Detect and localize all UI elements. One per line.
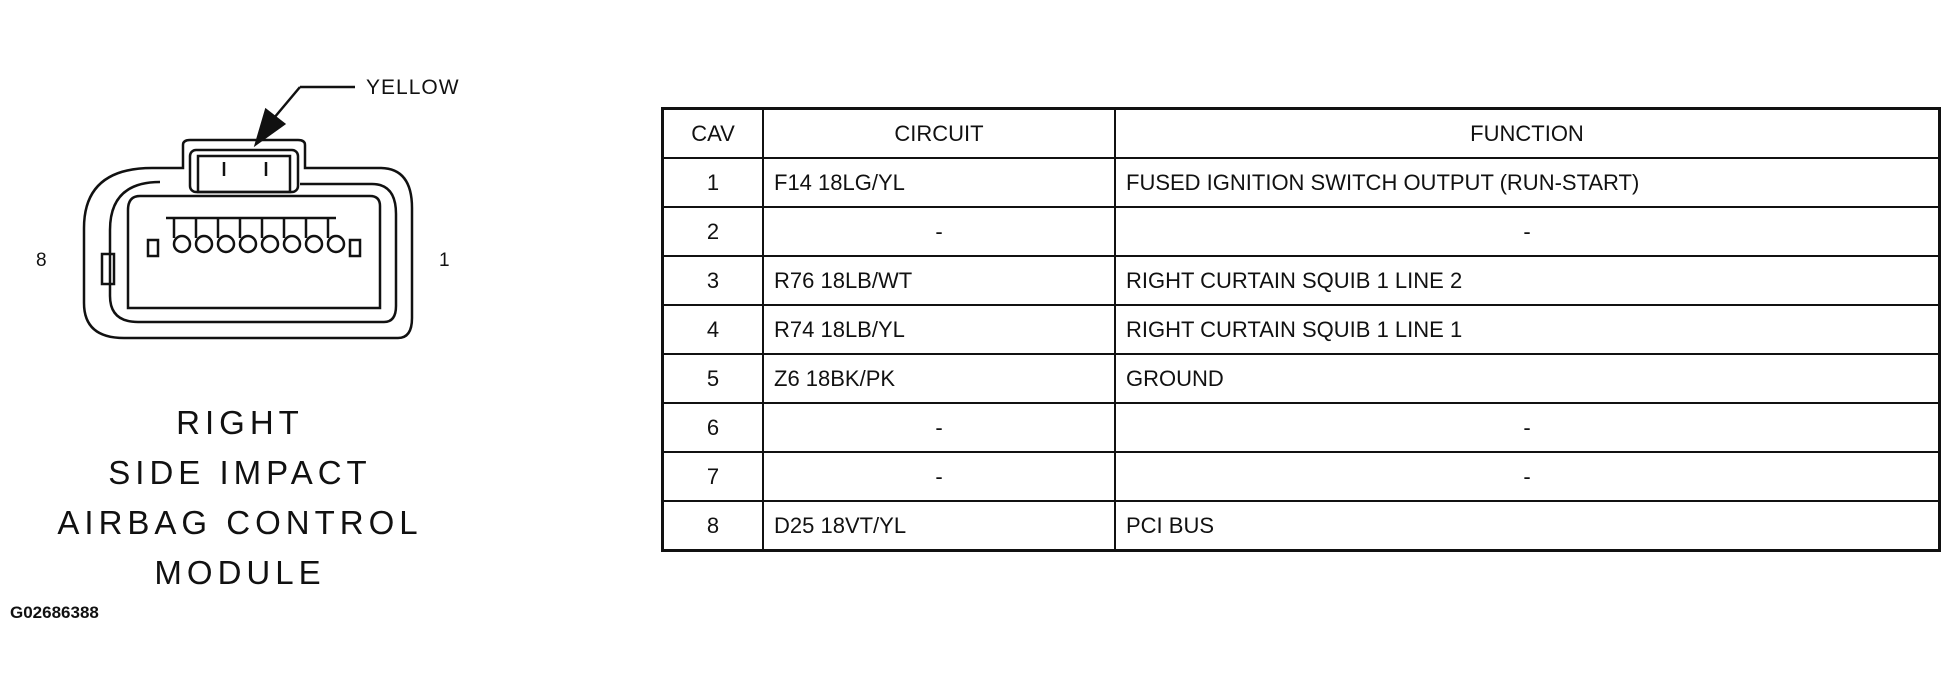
cell-function: RIGHT CURTAIN SQUIB 1 LINE 2 xyxy=(1115,256,1940,305)
pin-terminal xyxy=(240,218,256,252)
cell-cav: 7 xyxy=(663,452,764,501)
pin-terminal-contact xyxy=(174,236,190,252)
cell-circuit: - xyxy=(763,403,1115,452)
table-row xyxy=(663,501,1940,551)
connector-color-label: YELLOW xyxy=(366,76,460,99)
cell-circuit: R76 18LB/WT xyxy=(763,256,1115,305)
pin-terminal xyxy=(262,218,278,252)
pin-terminal-contact xyxy=(328,236,344,252)
cell-cav: 6 xyxy=(663,403,764,452)
cell-cav: 5 xyxy=(663,354,764,403)
pin-terminal-contact xyxy=(218,236,234,252)
cell-circuit: - xyxy=(763,452,1115,501)
cell-function: RIGHT CURTAIN SQUIB 1 LINE 1 xyxy=(1115,305,1940,354)
pin-terminals xyxy=(166,218,344,252)
cell-circuit: Z6 18BK/PK xyxy=(763,354,1115,403)
connector-title xyxy=(20,398,460,598)
connector-end-square-right xyxy=(350,240,360,256)
table-row xyxy=(663,452,1940,501)
cell-cav: 1 xyxy=(663,158,764,207)
cell-function: - xyxy=(1115,403,1940,452)
header-function: FUNCTION xyxy=(1115,109,1940,159)
connector-end-square-left xyxy=(148,240,158,256)
cell-function: - xyxy=(1115,452,1940,501)
pin-terminal-contact xyxy=(284,236,300,252)
pin-terminal xyxy=(218,218,234,252)
pin-number-left: 8 xyxy=(36,250,47,271)
pin-terminal-contact xyxy=(240,236,256,252)
cell-cav: 3 xyxy=(663,256,764,305)
table-row xyxy=(663,256,1940,305)
cell-function: FUSED IGNITION SWITCH OUTPUT (RUN-START) xyxy=(1115,158,1940,207)
connector-latch-inner xyxy=(198,156,290,192)
connector-cavity-area xyxy=(128,196,380,308)
pin-terminal xyxy=(174,218,190,252)
pin-terminal xyxy=(196,218,212,252)
table-row xyxy=(663,158,1940,207)
cell-function: GROUND xyxy=(1115,354,1940,403)
cell-function: PCI BUS xyxy=(1115,501,1940,551)
connector-side-key xyxy=(102,254,114,284)
connector-housing-inner xyxy=(110,182,396,322)
cell-circuit: D25 18VT/YL xyxy=(763,501,1115,551)
figure-id: G02686388 xyxy=(10,603,99,622)
connector-title-line: AIRBAG CONTROL xyxy=(57,504,423,541)
table-row xyxy=(663,354,1940,403)
pin-terminal-contact xyxy=(306,236,322,252)
cell-function: - xyxy=(1115,207,1940,256)
table-header-row xyxy=(663,109,1940,159)
connector-title-line: RIGHT xyxy=(176,404,304,441)
cell-cav: 8 xyxy=(663,501,764,551)
pin-terminal xyxy=(284,218,300,252)
table-row xyxy=(663,305,1940,354)
pin-terminal-contact xyxy=(196,236,212,252)
table-row xyxy=(663,207,1940,256)
pin-terminal-contact xyxy=(262,236,278,252)
color-pointer-line xyxy=(274,87,300,118)
cell-circuit: F14 18LG/YL xyxy=(763,158,1115,207)
pin-number-right: 1 xyxy=(439,250,450,271)
header-circuit: CIRCUIT xyxy=(763,109,1115,159)
pinout-table xyxy=(661,107,1941,552)
connector-title-line: MODULE xyxy=(154,554,326,591)
cell-circuit: - xyxy=(763,207,1115,256)
pin-terminal xyxy=(328,218,344,252)
table-row xyxy=(663,403,1940,452)
cell-cav: 2 xyxy=(663,207,764,256)
pin-terminal xyxy=(306,218,322,252)
cell-circuit: R74 18LB/YL xyxy=(763,305,1115,354)
header-cav: CAV xyxy=(663,109,764,159)
cell-cav: 4 xyxy=(663,305,764,354)
connector-title-line: SIDE IMPACT xyxy=(108,454,372,491)
